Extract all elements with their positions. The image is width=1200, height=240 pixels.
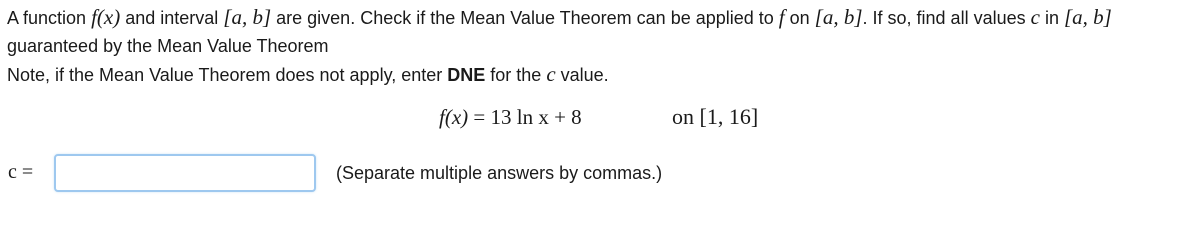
- note-suffix: value.: [555, 65, 609, 85]
- dne-keyword: DNE: [447, 65, 486, 85]
- answer-label: c =: [8, 161, 34, 183]
- answer-input[interactable]: [54, 154, 316, 192]
- answer-row: [0, 152, 1200, 198]
- formula-rhs: = 13 ln x + 8: [468, 105, 582, 129]
- note-middle: for the: [485, 65, 547, 85]
- problem-text-5: . If so, find all values: [862, 8, 1031, 28]
- formula-row: [0, 104, 1200, 136]
- interval-notation-2: [a, b]: [814, 5, 863, 29]
- problem-text-7: guaranteed by the Mean Value Theorem: [7, 36, 329, 56]
- function-definition: [439, 104, 582, 130]
- function-notation: f(x): [91, 5, 121, 29]
- interval-on-word: on: [672, 104, 700, 129]
- note-c-symbol: c: [546, 62, 556, 86]
- interval-notation: [a, b]: [223, 5, 272, 29]
- problem-text-3: are given. Check if the Mean Value Theorem can be applied to: [271, 8, 779, 28]
- problem-text-2: and interval: [120, 8, 224, 28]
- function-symbol: f: [778, 5, 785, 29]
- c-symbol: c: [1030, 5, 1040, 29]
- interval-notation-3: [a, b]: [1063, 5, 1112, 29]
- note-prefix: Note, if the Mean Value Theorem does not apply, enter: [7, 65, 448, 85]
- problem-text-4: on: [784, 8, 815, 28]
- problem-text-1: A function: [7, 8, 92, 28]
- problem-statement: [7, 3, 1193, 89]
- answer-hint: (Separate multiple answers by commas.): [336, 163, 663, 183]
- problem-text-6: in: [1039, 8, 1064, 28]
- interval-value: [1, 16]: [699, 104, 759, 129]
- formula-lhs: f(x): [439, 105, 469, 129]
- interval-definition: [672, 104, 758, 130]
